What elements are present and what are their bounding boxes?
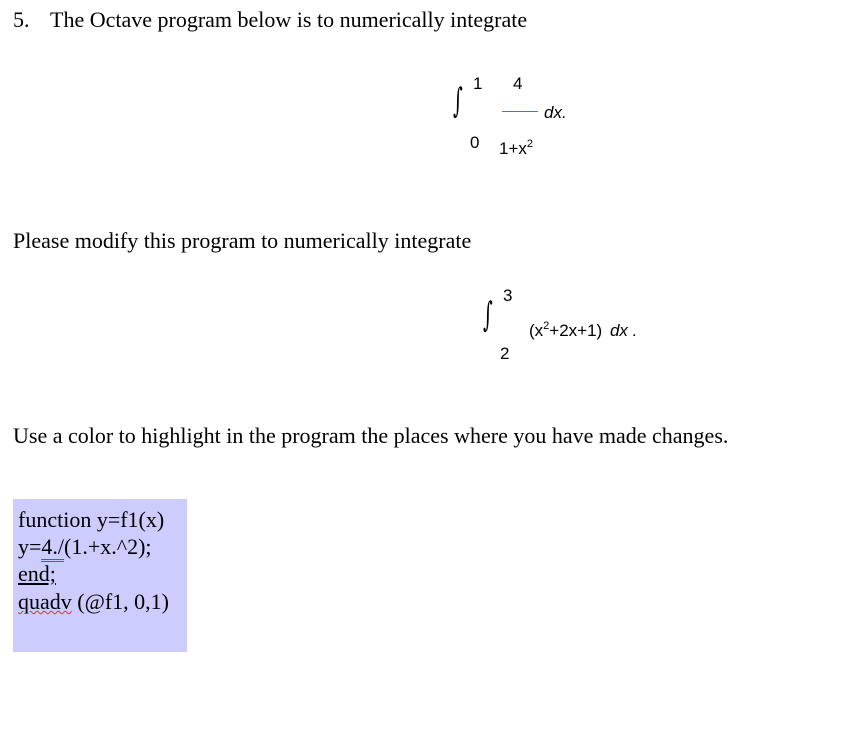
denominator-exponent: 2 [526,138,534,150]
highlight-instruction: Use a color to highlight in the program the places where you have made changes. [13,423,729,448]
integrand-rest: +2x+1) [549,321,603,340]
integral-1-denominator [499,134,533,159]
question-number [13,7,30,33]
integral-2-differential: dx . [609,321,638,340]
integral-2-upper-limit: 3 [503,286,513,305]
code-line-1: function y=f1(x) [18,507,165,532]
integral-sign-icon: ∫ [483,295,493,335]
code-line-3: end; [18,561,56,586]
code-line-2 [18,534,152,560]
modify-prompt: Please modify this program to numerically integrate [13,228,472,253]
code-line-4-function: quadv [18,589,72,614]
code-block[interactable] [13,499,187,652]
integral-1-lower-limit: 0 [470,133,480,152]
integral-2-integrand [529,316,637,341]
code-line-2-suffix: (1.+x.^2); [64,534,152,559]
code-line-2-underlined: 4./ [41,534,64,562]
integral-2-lower-limit: 2 [500,344,510,363]
code-line-4 [18,589,169,615]
fraction-bar [502,111,538,112]
integrand-open: (x [529,321,544,340]
integral-sign-icon: ∫ [453,81,463,121]
integral-1-upper-limit: 1 [473,74,483,93]
denominator-base: 1+x [499,139,527,158]
integral-1-differential: dx. [544,103,567,122]
code-line-4-args: (@f1, 0,1) [71,589,170,614]
integral-1-numerator: 4 [513,74,523,93]
code-line-2-prefix: y= [18,534,42,559]
question-intro: The Octave program below is to numerically integrate [50,7,528,32]
question-number-text: 5. [13,7,30,32]
integrand-exponent: 2 [543,320,550,332]
